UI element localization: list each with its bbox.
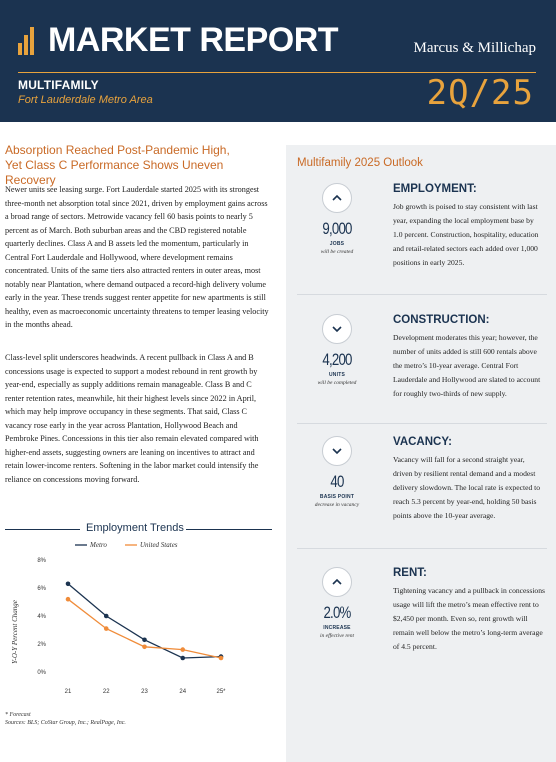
outlook-subtext: decrease in vacancy [314, 502, 360, 508]
chart-x-axis [65, 689, 227, 695]
outlook-text: Tightening vacancy and a pullback in concessions usage will lift the metro’s mean effective rent to $2,450 per month. Even so, rent growth will remain well below the metro’s long-term average of 4.5 percent. [393, 586, 545, 651]
y-tick-label: 6% [37, 586, 46, 592]
article-paragraph-1: Newer units see leasing surge. Fort Lauderdale started 2025 with its strongest three-month net absorption total since 2021, driven by employment gains across a broad range of sectors. Metrowide vacancy fell 60 basis points to nearly 5 percent as of March. Both suburban areas and the CBD registered notable quarterly declines. Class A and B assets led the momentum, particularly in Central Fort Lauderdale and Hollywood, where development remains concentrated. Units of the same tiers also attracted renters in outer areas, most notably near Plantation, where demand outpaced a record-high delivery volume early in the year. These trends suggest renter appetite for new apartments is still healthy, even as macroeconomic uncertainty threatens to temper leasing velocity in the months ahead. [5, 185, 269, 329]
data-point [180, 647, 185, 652]
article-paragraph-2: Class-level split underscores headwinds. A recent pullback in Class A and B concessions usage is expected to support a modest rebound in rent growth by year-end, especially as supply additions remain manageable. Class B and C renter retention rates, meanwhile, hit their highest levels since 2022 in April, which may help improve occupancy in these segments. That said, Class C vacancy rose early in the year across Plantation, Hollywood Beach and Pembroke Pines. Concessions in this tier also remain elevated compared with higher-end assets, suggesting owners are leaning on incentives to attract and retain lower-income renters. Softening in the labor market could intensify the reliance on concessions moving forward. [5, 353, 259, 484]
outlook-unit: UNITS [329, 372, 345, 378]
chevron-up-icon [322, 567, 352, 597]
brand-logo: Marcus & Millichap [413, 40, 536, 56]
chart-y-axis [37, 558, 46, 676]
x-tick-label: 24 [179, 689, 187, 695]
chart-y-axis-label: Y-O-Y Percent Change [11, 600, 19, 664]
property-segment: MULTIFAMILY [18, 78, 99, 92]
outlook-subtext: will be created [320, 249, 354, 255]
legend-label: Metro [90, 541, 107, 549]
chart-legend [75, 541, 178, 549]
x-tick-label: 25* [216, 689, 226, 695]
chart-footnote: * Forecast [5, 712, 31, 718]
chevron-down-icon [322, 314, 352, 344]
bar-chart-logo-icon [18, 25, 42, 55]
outlook-divider [297, 548, 547, 549]
outlook-subtext: in effective rent [319, 633, 354, 639]
outlook-subtext: will be completed [317, 380, 357, 386]
outlook-unit: JOBS [329, 241, 345, 247]
y-tick-label: 2% [37, 642, 46, 648]
outlook-value: 2.0% [323, 603, 351, 622]
report-header [0, 0, 556, 122]
outlook-unit: BASIS POINT [319, 494, 355, 500]
headline-line-2: Yet Class C Performance Shows Uneven Recovery [5, 158, 224, 187]
series-line [68, 599, 221, 658]
outlook-value: 40 [330, 472, 344, 491]
chart-title-rule-right [186, 529, 272, 530]
article-headline [5, 143, 275, 188]
x-tick-label: 23 [141, 689, 148, 695]
chevron-down-icon [322, 436, 352, 466]
y-tick-label: 0% [37, 670, 46, 676]
employment-trends-chart [0, 535, 280, 705]
chart-title: Employment Trends [86, 522, 184, 534]
outlook-heading: CONSTRUCTION: [393, 314, 490, 326]
data-point [104, 614, 109, 619]
outlook-heading: EMPLOYMENT: [393, 183, 477, 195]
data-point [142, 645, 147, 650]
x-tick-label: 22 [102, 689, 110, 695]
chart-sources: Sources: BLS; CoStar Group, Inc.; RealPage, Inc. [5, 720, 126, 726]
outlook-heading: RENT: [393, 567, 427, 579]
data-point [142, 638, 147, 643]
y-tick-label: 4% [37, 614, 46, 620]
outlook-heading: VACANCY: [393, 436, 452, 448]
outlook-title: Multifamily 2025 Outlook [297, 157, 423, 169]
data-point [104, 626, 109, 631]
outlook-value: 4,200 [322, 350, 352, 369]
outlook-divider [297, 423, 547, 424]
outlook-text: Development moderates this year; however, the number of units added is still 600 rentals above the metro’s 10-year average. Central Fort Lauderdale and Hollywood are slated to account for roughly two-thirds of new supply. [393, 333, 541, 398]
outlook-text: Job growth is poised to stay consistent with last year, expanding the local employment base by 1.0 percent. Construction, hospitality, education and retail-related sectors each added over 1,000 positions in early 2025. [393, 202, 539, 267]
data-point [219, 656, 224, 661]
metro-area: Fort Lauderdale Metro Area [18, 94, 153, 106]
outlook-unit: INCREASE [323, 625, 351, 631]
legend-label: United States [140, 541, 178, 549]
chart-title-rule-left [5, 529, 80, 530]
data-point [180, 656, 185, 661]
headline-line-1: Absorption Reached Post-Pandemic High, [5, 143, 230, 157]
outlook-value: 9,000 [322, 219, 352, 238]
outlook-text: Vacancy will fall for a second straight year, driven by resilient rental demand and a modest delivery slowdown. The local rate is expected to reach 5.3 percent by year-end, holding 50 basis points above the 10-year average. [393, 455, 541, 520]
y-tick-label: 8% [37, 558, 46, 564]
chart-series [66, 582, 224, 661]
chevron-up-icon [322, 183, 352, 213]
report-title: MARKET REPORT [48, 21, 339, 59]
data-point [66, 582, 71, 587]
outlook-divider [297, 294, 547, 295]
report-period: 2Q/25 [426, 73, 534, 113]
data-point [66, 597, 71, 602]
x-tick-label: 21 [64, 689, 72, 695]
